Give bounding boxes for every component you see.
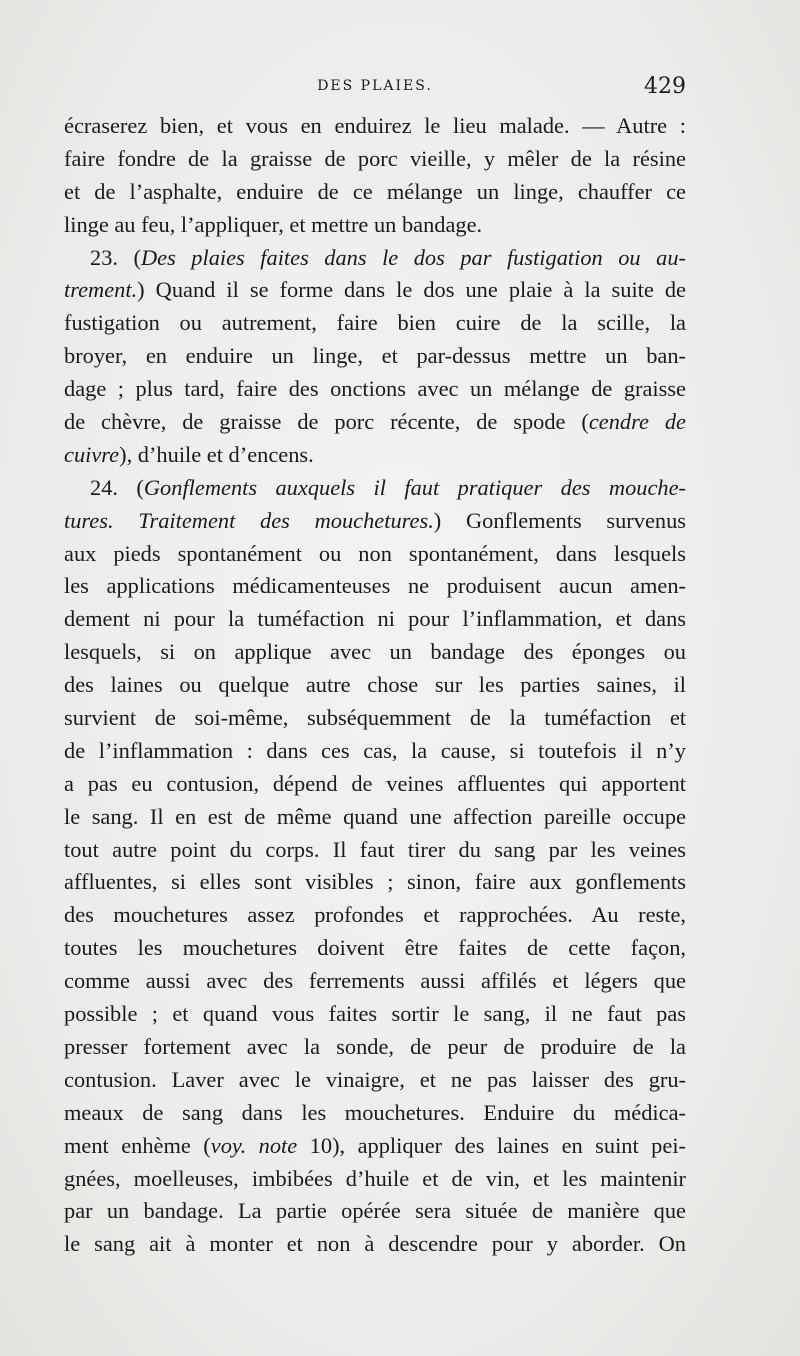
text-line: toutes les mouchetures doivent être faites de cette façon, — [64, 935, 686, 961]
text-line: dement ni pour la tuméfaction ni pour l’inflammation, et dans — [64, 606, 686, 632]
text-line: affluentes, si elles sont visibles ; sinon, faire aux gonflements — [64, 869, 686, 895]
text-line — [64, 406, 686, 439]
text-line — [64, 439, 686, 472]
paren-close: ) — [433, 507, 442, 533]
text-line: des mouchetures assez profondes et rapprochées. Au reste, — [64, 902, 686, 928]
text-line: fustigation ou autrement, faire bien cuire de la scille, la — [64, 310, 686, 336]
text-line: a pas eu contusion, dépend de veines affluentes qui apportent — [64, 770, 686, 796]
text-line: presser fortement avec la sonde, de peur de produire de la — [64, 1033, 686, 1059]
text-line: contusion. Laver avec le vinaigre, et ne pas laisser des gru- — [64, 1066, 686, 1092]
paren-close: ) — [137, 277, 145, 303]
text-line: possible ; et quand vous faites sortir le sang, il ne faut pas — [64, 1001, 686, 1027]
text-fragment: 10), appliquer des laines en suint pei- — [297, 1132, 686, 1158]
text-line — [64, 274, 686, 307]
text-line: écraserez bien, et vous en enduirez le lieu malade. — Autre : — [64, 113, 686, 138]
section-23-heading-line — [64, 242, 686, 275]
body-text — [64, 110, 686, 1261]
italic-fragment: cendre de — [588, 409, 686, 435]
paren-open: ( — [133, 244, 141, 270]
text-line: les applications médicamenteuses ne produisent aucun amen- — [64, 573, 686, 599]
text-line — [64, 1130, 686, 1163]
text-fragment: ), d’huile et d’encens. — [119, 441, 314, 467]
text-fragment: Quand il se forme dans le dos une plaie à la suite de — [144, 277, 686, 303]
section-title: Des plaies faites dans le dos par fustigation ou au- — [140, 244, 686, 270]
text-line: meaux de sang dans les mouchetures. Enduire du médica- — [64, 1099, 686, 1125]
text-line: le sang ait à monter et non à descendre pour y aborder. On — [64, 1231, 686, 1257]
section-title-cont: trement. — [64, 277, 138, 303]
text-fragment: de chèvre, de graisse de porc récente, de spode ( — [64, 409, 589, 435]
italic-fragment: voy. note — [210, 1132, 298, 1158]
page-number: 429 — [644, 74, 686, 99]
text-line: broyer, en enduire un linge, et par-dessus mettre un ban- — [64, 343, 686, 369]
text-line: faire fondre de la graisse de porc vieille, y mêler de la résine — [64, 145, 686, 171]
text-line: linge au feu, l’appliquer, et mettre un bandage. — [64, 211, 483, 237]
section-24-heading-line — [64, 472, 686, 505]
page-header — [64, 74, 686, 104]
text-fragment: ment enhème ( — [64, 1132, 211, 1158]
text-line: lesquels, si on applique avec un bandage des éponges ou — [64, 639, 686, 665]
section-title-cont: tures. Traitement des mouchetures. — [64, 507, 434, 533]
text-line: gnées, moelleuses, imbibées d’huile et de vin, et les maintenir — [64, 1165, 686, 1191]
text-line: des laines ou quelque autre chose sur les parties saines, il — [64, 672, 686, 698]
section-number: 24. — [90, 474, 118, 500]
running-title: DES PLAIES. — [317, 78, 433, 94]
text-line: tout autre point du corps. Il faut tirer du sang par les veines — [64, 836, 686, 862]
text-line: dage ; plus tard, faire des onctions avec un mélange de graisse — [64, 376, 686, 402]
italic-fragment: cuivre — [64, 441, 120, 467]
text-line: survient de soi-même, subséquemment de la tuméfaction et — [64, 705, 686, 731]
text-line: de l’inflammation : dans ces cas, la cause, si toutefois il n’y — [64, 737, 686, 763]
section-number: 23. — [90, 244, 118, 270]
text-fragment: Gonflements survenus — [441, 507, 686, 533]
text-line: par un bandage. La partie opérée sera située de manière que — [64, 1198, 686, 1224]
text-line: comme aussi avec des ferrements aussi affilés et légers que — [64, 968, 686, 994]
text-line: le sang. Il en est de même quand une affection pareille occupe — [64, 803, 686, 829]
text-line: et de l’asphalte, enduire de ce mélange un linge, chauffer ce — [64, 178, 686, 204]
section-title: Gonflements auxquels il faut pratiquer des mouche- — [143, 474, 686, 500]
text-line: aux pieds spontanément ou non spontanément, dans lesquels — [64, 540, 686, 566]
text-line — [64, 505, 686, 538]
paren-open: ( — [136, 474, 144, 500]
